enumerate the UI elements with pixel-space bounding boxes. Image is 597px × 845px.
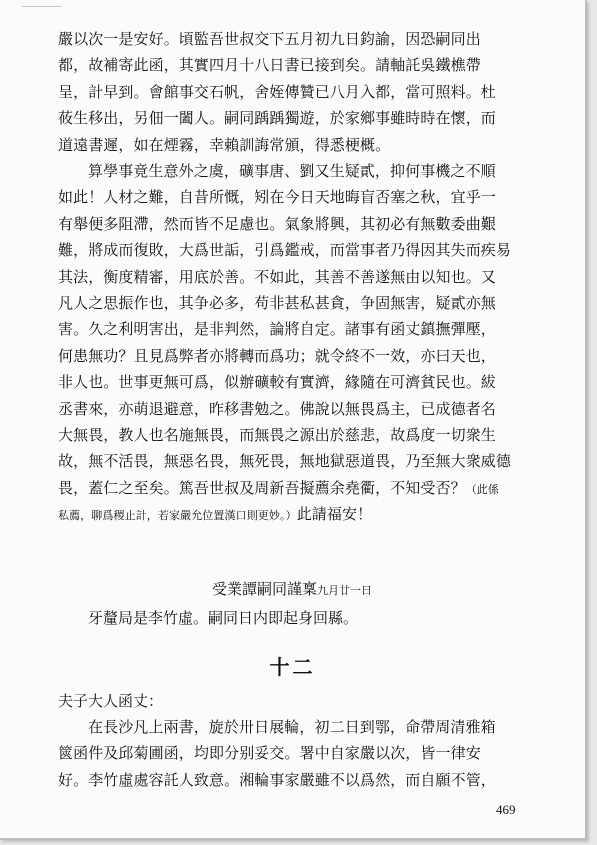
text-line-main: 畏，蓋仁之至矣。篤吾世叔及周新吾擬薦余堯衢，不知受否？ xyxy=(58,478,466,497)
closing-greeting: 此請福安！ xyxy=(296,505,373,524)
text-line: 在長沙凡上兩書，旋於卅日展輪，初二日到鄂，命帶周清雅箱 xyxy=(88,718,496,736)
text-line: 篋函件及邱菊圃函，均即分别妥交。署中自家嚴以次，皆一律安 xyxy=(58,744,481,763)
signature xyxy=(212,578,372,599)
header-rule xyxy=(22,6,62,7)
signature-name: 受業譚嗣同謹稟 xyxy=(212,580,318,598)
text-line: 大無畏，教人也名施無畏，而無畏之源出於慈悲，故爲度一切衆生 xyxy=(58,425,496,444)
text-line: 好。李竹虛處容託人致意。湘輪事家嚴雖不以爲然，而自願不管， xyxy=(58,770,496,789)
text-line: 丞書來，亦萌退避意，昨移書勉之。佛說以無畏爲主，已成德者名 xyxy=(58,399,496,418)
letter-salutation: 夫子大人函丈： xyxy=(58,692,164,710)
text-line: 如此！人材之難，自昔所慨，矧在今日天地晦盲否塞之秋，宜乎一 xyxy=(58,188,496,207)
text-line: 何患無功？且見爲弊者亦將轉而爲功；就令終不一效，亦曰天也， xyxy=(58,346,496,365)
text-line xyxy=(58,501,528,527)
section-number: 十二 xyxy=(269,655,316,679)
signature-date: 九月廿一日 xyxy=(317,584,373,597)
inline-note-start: （此係 xyxy=(465,482,500,496)
paragraph-1 xyxy=(58,26,528,158)
text-line: 害。久之利明害出，是非判然，論將自定。諸事有函丈鎮撫彈壓， xyxy=(58,320,496,339)
text-line: 故，無不活畏，無惡名畏，無死畏，無地獄惡道畏，乃至無大衆威德 xyxy=(58,452,512,471)
text-line: 有舉便多阻滯，然而皆不足慮也。氣象將興，其初必有無數委曲艱 xyxy=(58,214,496,233)
text-line: 難，將成而復敗，大爲世詬，引爲鑑戒，而當事者乃得因其失而疾易 xyxy=(58,241,512,260)
page-number: 469 xyxy=(496,802,516,817)
text-line: 呈，計早到。會館事交石帆，舍姪傳贊已八月入都，當可照料。杜 xyxy=(58,82,496,101)
letter-2-body xyxy=(58,714,528,793)
text-line xyxy=(58,475,528,501)
inline-note: 私薦，聊爲稷止計，若家嚴允位置漢口則更妙。） xyxy=(58,509,297,523)
text-line: 嚴以次一是安好。頃監吾世叔交下五月初九日鈞諭，因恐嗣同出 xyxy=(58,30,481,48)
text-line: 莜生移出，另佃一闔人。嗣同踽踽獨遊，於家鄉事雖時時在懷，而 xyxy=(58,109,496,128)
text-line: 非人也。世事更無可爲，似辦礦較有實濟，緣隨在可濟貧民也。紱 xyxy=(58,373,496,392)
postscript: 牙釐局是李竹虛。嗣同日内即起身回縣。 xyxy=(88,609,359,627)
text-line: 道遠書遲，如在煙霧，幸賴訓誨常頒，得悉梗概。 xyxy=(58,135,391,154)
text-line: 其法，衡度精審，用底於善。不如此，其善不善遂無由以知也。又 xyxy=(58,267,496,286)
paragraph-2 xyxy=(58,158,528,527)
text-line: 凡人之思振作也，其争必多，苟非甚私甚貪，争固無害，疑貳亦無 xyxy=(58,293,496,312)
text-line: 都，故補寄此函，其實四月十八日書已接到矣。請軸託吳鐵樵帶 xyxy=(58,56,481,75)
text-line: 算學事竟生意外之虞，礦事唐、劉又生疑貳，抑何事機之不順 xyxy=(88,162,496,180)
